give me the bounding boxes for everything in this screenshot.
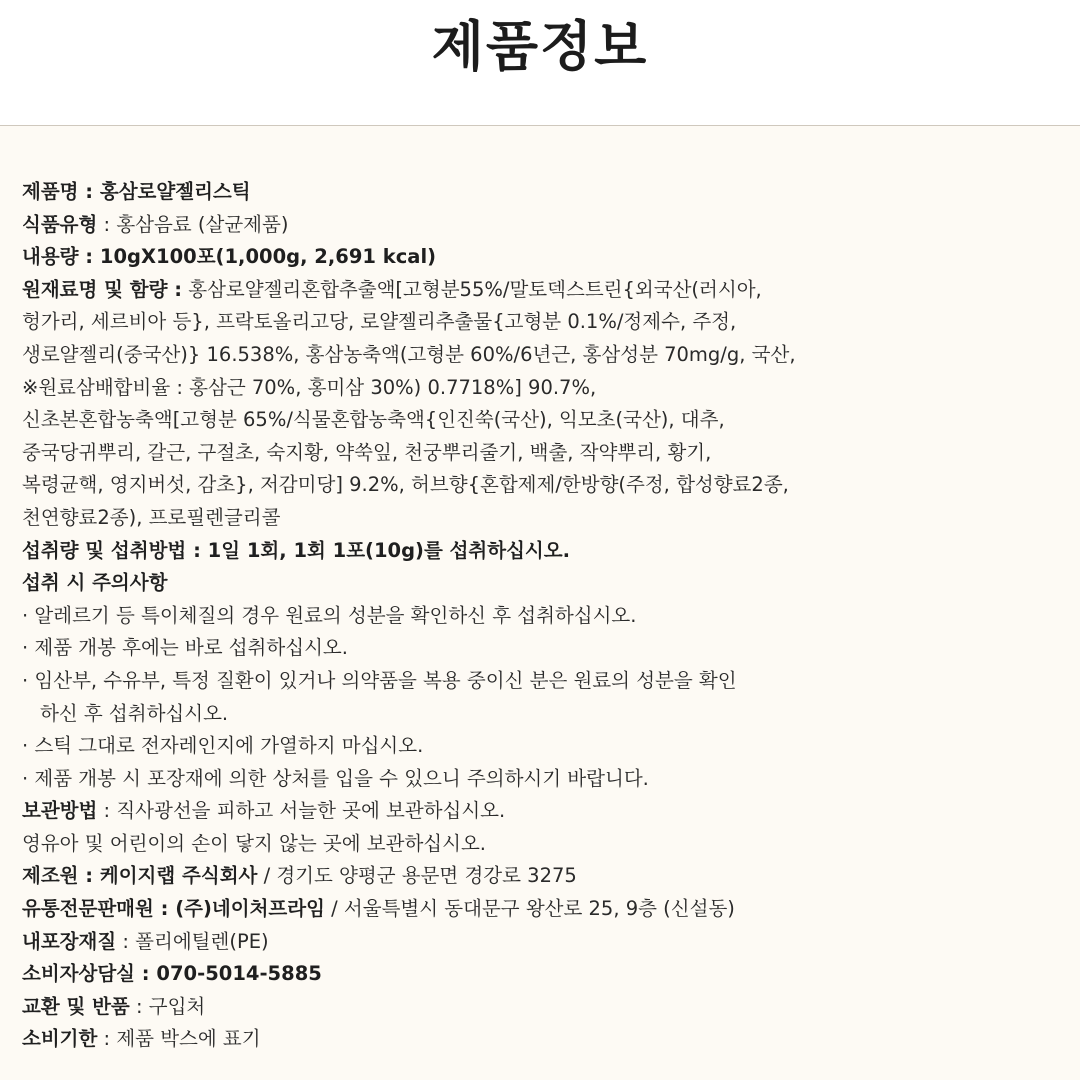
info-text: 중국당귀뿌리, 갈근, 구절초, 숙지황, 약쑥잎, 천궁뿌리줄기, 백출, 작약뿌리, 황기, bbox=[22, 440, 712, 464]
info-line bbox=[22, 209, 1060, 242]
info-label: 제품명 : 홍삼로얄젤리스틱 bbox=[22, 180, 251, 203]
info-text: : 제품 박스에 표기 bbox=[97, 1027, 261, 1051]
info-line bbox=[22, 567, 1060, 600]
info-line bbox=[22, 241, 1060, 274]
info-label: 제조원 : 케이지랩 주식회사 bbox=[22, 864, 258, 888]
info-line bbox=[22, 469, 1060, 502]
info-text: 신초본혼합농축액[고형분 65%/식물혼합농축액{인진쑥(국산), 익모초(국산), 대추, bbox=[22, 408, 725, 432]
info-label: 유통전문판매원 : (주)네이처프라임 bbox=[22, 897, 325, 921]
info-line bbox=[22, 698, 1060, 731]
info-line bbox=[22, 860, 1060, 893]
info-text: ※원료삼배합비율 : 홍삼근 70%, 홍미삼 30%) 0.7718%] 90.7%, bbox=[22, 375, 597, 399]
header bbox=[0, 0, 1080, 126]
info-line bbox=[22, 828, 1060, 861]
info-line bbox=[22, 893, 1060, 926]
info-text: / 경기도 양평군 용문면 경강로 3275 bbox=[257, 864, 577, 888]
info-text: · 스틱 그대로 전자레인지에 가열하지 마십시오. bbox=[22, 734, 424, 758]
info-text: 천연향료2종), 프로필렌글리콜 bbox=[22, 505, 281, 529]
info-text: · 제품 개봉 시 포장재에 의한 상처를 입을 수 있으니 주의하시기 바랍니다. bbox=[22, 766, 649, 790]
info-line bbox=[22, 600, 1060, 633]
info-line bbox=[22, 665, 1060, 698]
info-line bbox=[22, 991, 1060, 1024]
info-text: 헝가리, 세르비아 등}, 프락토올리고당, 로얄젤리추출물{고형분 0.1%/정제수, 주정, bbox=[22, 310, 737, 334]
info-label: 보관방법 bbox=[22, 799, 98, 823]
info-label: 식품유형 bbox=[22, 212, 98, 236]
info-line bbox=[22, 632, 1060, 665]
info-text: · 제품 개봉 후에는 바로 섭취하십시오. bbox=[22, 636, 348, 660]
info-text: : 폴리에틸렌(PE) bbox=[116, 929, 269, 953]
info-text: · 알레르기 등 특이체질의 경우 원료의 성분을 확인하신 후 섭취하십시오. bbox=[22, 603, 637, 627]
product-info-body bbox=[0, 126, 1080, 1080]
info-line bbox=[22, 795, 1060, 828]
info-line bbox=[22, 176, 1060, 209]
info-line bbox=[22, 926, 1060, 959]
info-line bbox=[22, 958, 1060, 991]
info-label: 소비자상담실 : 070-5014-5885 bbox=[22, 962, 322, 986]
info-line bbox=[22, 535, 1060, 568]
info-text: 생로얄젤리(중국산)} 16.538%, 홍삼농축액(고형분 60%/6년근, 홍삼성분 70mg/g, 국산, bbox=[22, 342, 796, 366]
info-label: 원재료명 및 함량 : bbox=[22, 277, 183, 301]
info-label: 내포장재질 bbox=[22, 929, 117, 953]
info-line bbox=[22, 1023, 1060, 1056]
info-line bbox=[22, 437, 1060, 470]
info-line bbox=[22, 404, 1060, 437]
info-text: 복령균핵, 영지버섯, 감초}, 저감미당] 9.2%, 허브향{혼합제제/한방향(주정, 합성향료2종, bbox=[22, 473, 789, 497]
info-label: 섭취량 및 섭취방법 : 1일 1회, 1회 1포(10g)를 섭취하십시오. bbox=[22, 538, 571, 562]
info-label: 섭취 시 주의사항 bbox=[22, 571, 168, 595]
info-line bbox=[22, 730, 1060, 763]
info-label: 내용량 : 10gX100포(1,000g, 2,691 kcal) bbox=[22, 245, 437, 269]
info-text: : 직사광선을 피하고 서늘한 곳에 보관하십시오. bbox=[97, 799, 506, 823]
info-line bbox=[22, 372, 1060, 405]
info-line bbox=[22, 306, 1060, 339]
info-text: : 홍삼음료 (살균제품) bbox=[97, 212, 289, 236]
info-line bbox=[22, 339, 1060, 372]
info-text: : 구입처 bbox=[129, 994, 206, 1018]
page-title: 제품정보 bbox=[431, 15, 649, 78]
info-text: / 서울특별시 동대문구 왕산로 25, 9층 (신설동) bbox=[324, 897, 735, 921]
info-label: 소비기한 bbox=[22, 1027, 98, 1051]
info-label: 교환 및 반품 bbox=[22, 994, 130, 1018]
info-text: 하신 후 섭취하십시오. bbox=[40, 701, 229, 725]
info-text: · 임산부, 수유부, 특정 질환이 있거나 의약품을 복용 중이신 분은 원료의 성분을 확인 bbox=[22, 668, 737, 692]
info-line bbox=[22, 763, 1060, 796]
info-line bbox=[22, 274, 1060, 307]
info-text: 영유아 및 어린이의 손이 닿지 않는 곳에 보관하십시오. bbox=[22, 831, 487, 855]
info-line bbox=[22, 502, 1060, 535]
info-text: 홍삼로얄젤리혼합추출액[고형분55%/말토덱스트린{외국산(러시아, bbox=[182, 277, 762, 301]
